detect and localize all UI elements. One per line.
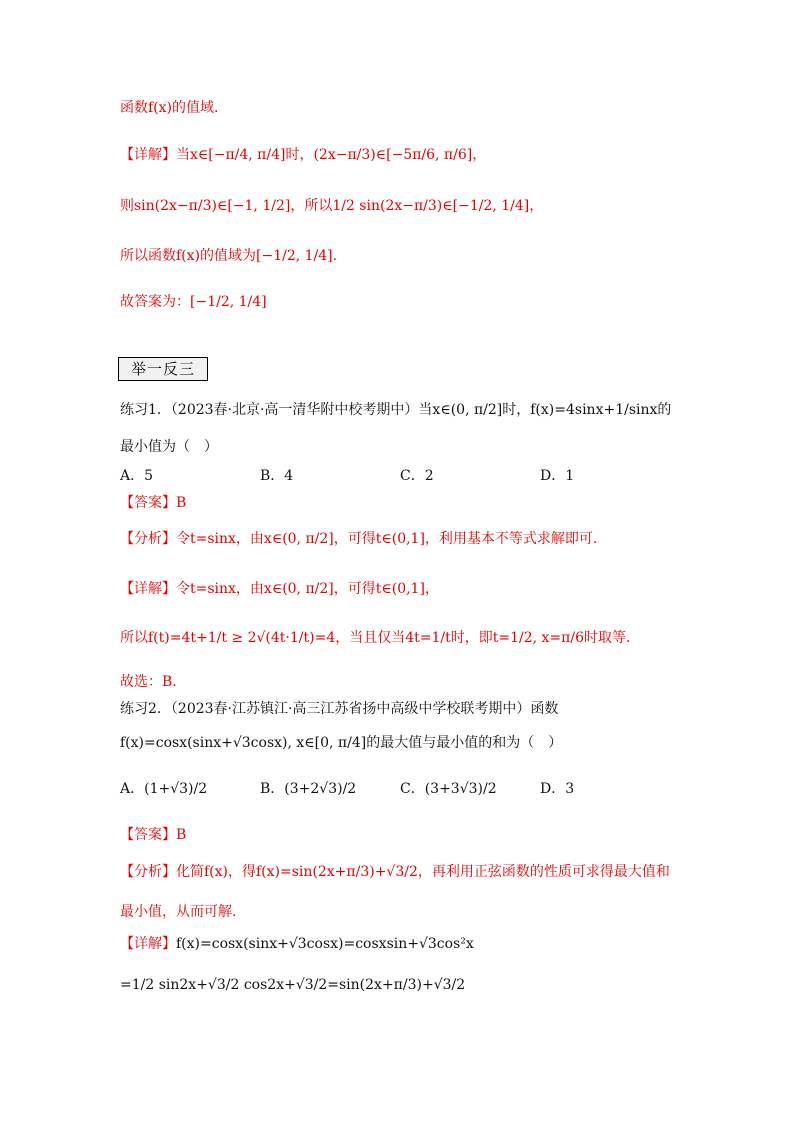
exercise2-detail-2: =1/2 sin2x+√3/2 cos2x+√3/2=sin(2x+π/3)+√3/2	[120, 977, 466, 993]
choice-c: C．2	[400, 468, 434, 484]
choice-c: C．(3+3√3)/2	[400, 781, 497, 797]
exercise1-conclusion: 故选：B.	[120, 674, 177, 690]
exercise2-analysis-2: 最小值，从而可解.	[120, 904, 237, 920]
exercise1-stem: 练习1．（2023春·北京·高一清华附中校考期中）当x∈(0, π/2]时，f(x)=4sinx+1/sinx的	[120, 402, 672, 418]
exercise2-stem-2: f(x)=cosx(sinx+√3cosx), x∈[0, π/4]的最大值与最小值的和为（ ）	[120, 735, 563, 751]
exercise2-choices	[120, 778, 640, 814]
exercise2-answer: 【答案】B	[120, 827, 187, 843]
detail-line-3: 所以函数f(x)的值域为[−1/2, 1/4].	[120, 248, 338, 264]
exercise2-stem: 练习2．（2023春·江苏镇江·高三江苏省扬中高级中学校联考期中）函数	[120, 701, 559, 717]
exercise1-stem-2: 最小值为（ ）	[120, 439, 218, 455]
exercise1-analysis: 【分析】令t=sinx，由x∈(0, π/2]，可得t∈(0,1]，利用基本不等式求解即可.	[120, 531, 598, 547]
exercise2-analysis: 【分析】化简f(x)，得f(x)=sin(2x+π/3)+√3/2，再利用正弦函数的性质可求得最大值和	[120, 864, 670, 880]
choice-a: A．(1+√3)/2	[120, 781, 208, 797]
exercise1-choices	[120, 465, 640, 485]
exercise1-detail-1: 【详解】令t=sinx，由x∈(0, π/2]，可得t∈(0,1]，	[120, 581, 439, 597]
choice-a: A．5	[120, 468, 154, 484]
intro-line: 函数f(x)的值域.	[120, 100, 219, 116]
detail-label: 【详解】	[120, 936, 176, 952]
exercise1-detail-2: 所以f(t)=4t+1/t ≥ 2√(4t·1/t)=4，当且仅当4t=1/t时，即t=1/2, x=π/6时取等.	[120, 630, 631, 646]
choice-d: D．3	[540, 781, 575, 797]
answer-line: 故答案为：[−1/2, 1/4]	[120, 294, 267, 310]
detail-formula: f(x)=cosx(sinx+√3cosx)=cosxsin+√3cos²x	[176, 936, 474, 952]
section-badge: 举一反三	[118, 357, 208, 381]
detail-line-2: 则sin(2x−π/3)∈[−1, 1/2]，所以1/2 sin(2x−π/3)∈[−1/2, 1/4]，	[120, 198, 544, 214]
choice-d: D．1	[540, 468, 575, 484]
exercise2-detail-1	[120, 934, 474, 954]
choice-b: B．4	[260, 468, 294, 484]
detail-line-1: 【详解】当x∈[−π/4, π/4]时，(2x−π/3)∈[−5π/6, π/6]，	[120, 147, 487, 163]
exercise1-answer: 【答案】B	[120, 495, 187, 511]
choice-b: B．(3+2√3)/2	[260, 781, 357, 797]
